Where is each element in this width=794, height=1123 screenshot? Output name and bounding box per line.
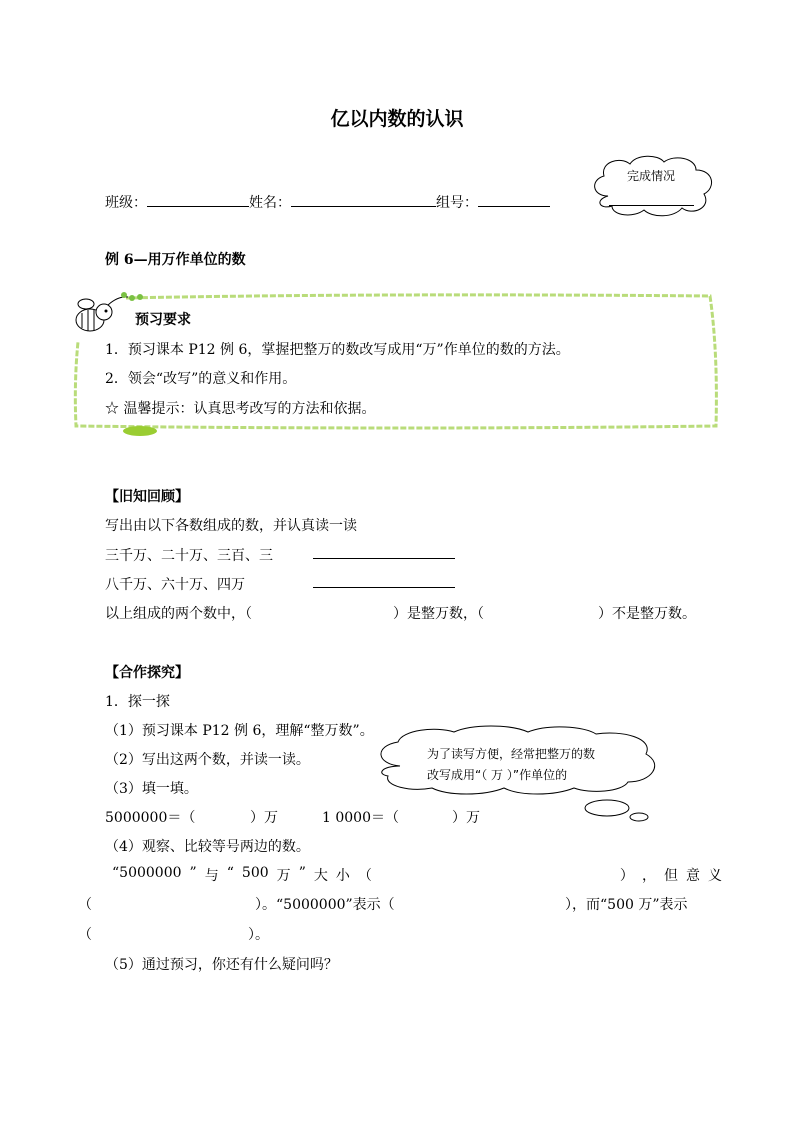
compare-word: ） [619, 868, 634, 884]
status-cloud-icon [588, 152, 718, 222]
compare-line-1 [112, 865, 722, 885]
name-label: 姓名： [249, 195, 291, 211]
compare-line-2c: ），而“500 万”表示 [565, 897, 688, 913]
preview-item-1: 1．预习课本 P12 例 6，掌握把整万的数改写成用“万”作单位的数的方法。 [105, 342, 570, 358]
compare-word: ” [298, 865, 306, 881]
class-field [105, 192, 550, 212]
explore-item-1: 1．探一探 [105, 694, 170, 710]
review-sentence-c: ）不是整万数。 [598, 606, 696, 622]
cloud-line-2: 改写成用“（ 万 ）”作单位的 [427, 768, 568, 782]
question-4: （4）观察、比较等号两边的数。 [105, 839, 310, 855]
compare-word: 与 [204, 868, 219, 884]
equation-2-right: ）万 [452, 810, 480, 826]
review-line-2: 八千万、六十万、四万 [105, 577, 245, 593]
explore-heading: 【合作探究】 [105, 665, 189, 681]
preview-heading: 预习要求 [135, 312, 191, 328]
compare-word: 意 [685, 868, 700, 884]
group-label: 组号： [436, 195, 478, 211]
example-heading: 例 6—用万作单位的数 [105, 252, 246, 268]
question-1: （1）预习课本 P12 例 6，理解“整万数”。 [105, 723, 374, 739]
equation-1-left: 5000000＝（ [105, 810, 196, 826]
leaf-decoration-icon [120, 424, 160, 438]
compare-word: 但 [663, 868, 678, 884]
page-title: 亿以内数的认识 [330, 108, 464, 130]
class-label: 班级： [105, 195, 147, 211]
compare-line-3b: ）。 [248, 927, 269, 943]
preview-item-2: 2．领会“改写”的意义和作用。 [105, 371, 297, 387]
compare-word: ， [641, 868, 656, 884]
compare-word: “ [226, 865, 234, 881]
question-5: （5）通过预习，你还有什么疑问吗？ [105, 957, 338, 973]
compare-word: 500 [241, 865, 269, 881]
compare-line-2a: （ [78, 897, 92, 913]
status-blank[interactable] [609, 205, 694, 206]
compare-word: 大 [313, 868, 328, 884]
question-2: （2）写出这两个数，并读一读。 [105, 752, 310, 768]
compare-word: ” [189, 865, 197, 881]
compare-line-2b: ）。“5000000”表示（ [255, 897, 395, 913]
group-blank[interactable] [478, 192, 550, 207]
compare-line-3a: （ [78, 927, 92, 943]
equation-2-left: 1 0000＝（ [322, 810, 399, 826]
question-3: （3）填一填。 [105, 781, 198, 797]
review-blank-1[interactable] [313, 558, 455, 559]
name-blank[interactable] [291, 192, 436, 207]
review-instruction: 写出由以下各数组成的数，并认真读一读 [105, 518, 357, 534]
status-cloud-label: 完成情况 [627, 169, 676, 183]
review-blank-2[interactable] [313, 587, 455, 588]
review-sentence-a: 以上组成的两个数中，（ [105, 606, 252, 622]
review-line-1: 三千万、二十万、三百、三 [105, 548, 273, 564]
compare-word: 万 [276, 868, 291, 884]
compare-word: 义 [707, 868, 722, 884]
equation-1-right: ）万 [250, 810, 278, 826]
compare-word: “5000000 [112, 865, 182, 881]
compare-word: （ [357, 868, 372, 884]
cloud-line-1: 为了读写方便，经常把整万的数 [427, 747, 596, 761]
preview-tip: ☆ 温馨提示：认真思考改写的方法和依据。 [105, 401, 376, 417]
compare-word: 小 [335, 868, 350, 884]
class-blank[interactable] [147, 192, 249, 207]
review-sentence-b: ）是整万数，（ [393, 606, 484, 622]
review-heading: 【旧知回顾】 [105, 489, 189, 505]
